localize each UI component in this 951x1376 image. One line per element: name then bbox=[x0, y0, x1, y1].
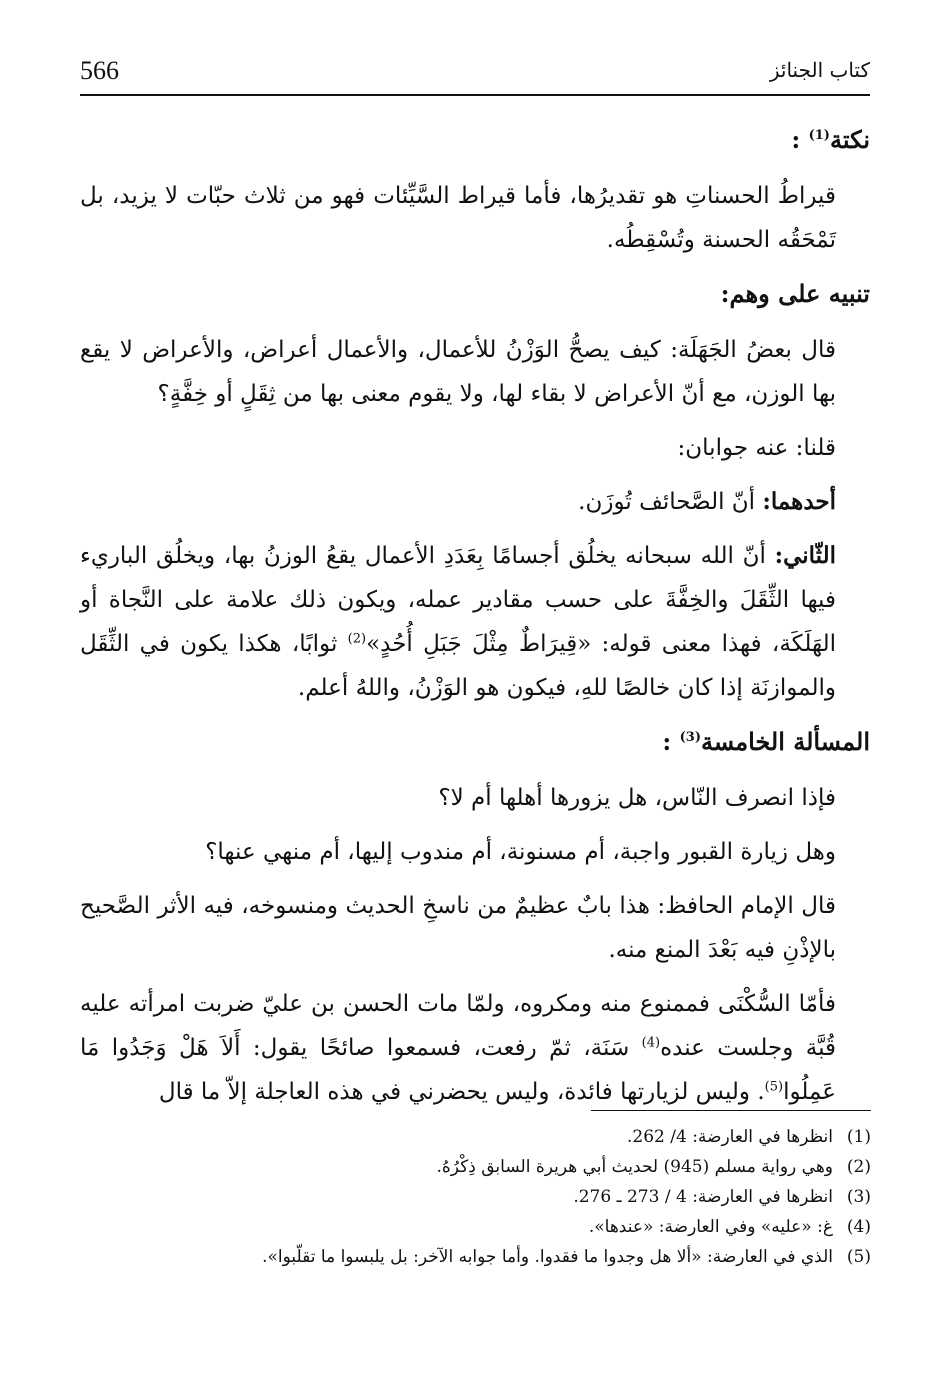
footnote-ref-3: (3) bbox=[679, 730, 701, 745]
footnotes bbox=[81, 1122, 871, 1272]
paragraph-sukna: فأمّا السُّكْنَى فممنوع منه ومكروه، ولمّا مات الحسن بن عليّ ضربت امرأته عليه قُبَّة وجلست عنده$^{(4)}$ سَنَة، ثمّ رفعت، فسمعوا صائحًا يقول: أَلاَ هَلْ وَجَدُوا مَا عَمِلُوا$^{(5)}$. وليس لزيارتها فائدة، وليس يحضرني في هذه العاجلة إلاّ ما قال bbox=[80, 991, 836, 1105]
footnote-divider bbox=[591, 1110, 871, 1111]
paragraph-qirat: قيراطُ الحسناتِ هو تقديرُها، فأما قيراط السَّيِّئات فهو من ثلاث حبّات لا يزيد، بل تَمْحَقُه الحسنة وتُسْقِطُه. bbox=[80, 183, 836, 253]
paragraph-second-answer: الثّاني: أنّ الله سبحانه يخلُق أجسامًا بِعَدَدِ الأعمال يقعُ الوزنُ بها، ويخلُق الباريء فيها الثِّقَلَ والخِفَّةَ على حسب مقادير عمله، ويكون ذلك علامة على النَّجاة أو الهَلَكَة، فهذا معنى قوله: «قِيرَاطٌ مِثْلَ جَبَلِ أُحُدٍ»$^{(2)}$ ثوابًا، هكذا يكون في الثِّقَل والموازنَة إذا كان خالصًا للهِ، فيكون هو الوَزْنُ، واللهُ أعلم. bbox=[80, 542, 836, 701]
running-title: كتاب الجنائز bbox=[769, 58, 870, 82]
paragraph-visiting-question: فإذا انصرف النّاس، هل يزورها أهلها أم لا؟ bbox=[438, 785, 836, 811]
page-header bbox=[80, 52, 870, 92]
page-number: 566 bbox=[80, 56, 119, 85]
paragraph-imam-statement: قال الإمام الحافظ: هذا بابٌ عظيمٌ من ناسخِ الحديث ومنسوخه، فيه الأثر الصَّحيح بالإذْنِ فيه بَعْدَ المنع منه. bbox=[80, 893, 836, 963]
footnote-ref-1: (1) bbox=[808, 128, 830, 143]
header-divider bbox=[80, 94, 870, 96]
first-answer-lead: أحدهما: bbox=[762, 488, 836, 515]
nukta-heading: نكتة$^{(1)}$ : bbox=[791, 125, 870, 154]
footnote-item: (1)انظرها في العارضة: 4/ 262. bbox=[626, 1127, 871, 1147]
footnote-item: (3)انظرها في العارضة: 4 / 273 ـ 276. bbox=[573, 1187, 871, 1207]
second-answer-lead: الثّاني: bbox=[774, 542, 836, 569]
paragraph-objection: قال بعضُ الجَهَلَة: كيف يصحُّ الوَزْنُ للأعمال، والأعمال أعراض، والأعراض لا يقع بها الوزن، مع أنّ الأعراض لا بقاء لها، ولا يقوم معنى بها من ثِقَلٍ أو خِفَّةٍ؟ bbox=[80, 337, 836, 407]
footnote-ref-4: (4) bbox=[641, 1035, 661, 1051]
footnote-item: (5)الذي في العارضة: «ألا هل وجدوا ما فقدوا. وأما جوابه الآخر: بل يلبسوا ما تقلّبوا». bbox=[262, 1247, 871, 1267]
masala-heading: المسألة الخامسة$^{(3)}$ : bbox=[662, 727, 870, 756]
footnote-ref-5: (5) bbox=[764, 1079, 784, 1095]
paragraph-answers: قلنا: عنه جوابان: bbox=[677, 435, 836, 461]
tanbih-heading: تنبيه على وهم: bbox=[720, 279, 870, 308]
paragraph-visiting-ruling: وهل زيارة القبور واجبة، أم مسنونة، أم مندوب إليها، أم منهي عنها؟ bbox=[205, 839, 836, 865]
paragraph-first-answer: أحدهما: أنّ الصَّحائف تُوزَن. bbox=[578, 488, 836, 515]
footnote-item: (2)وهي رواية مسلم (945) لحديث أبي هريرة السابق ذِكْرُهُ. bbox=[436, 1157, 871, 1177]
main-text bbox=[80, 118, 870, 1124]
footnote-ref-2: (2) bbox=[347, 631, 367, 647]
footnote-item: (4)غ: «عليه» وفي العارضة: «عندها». bbox=[588, 1217, 871, 1237]
